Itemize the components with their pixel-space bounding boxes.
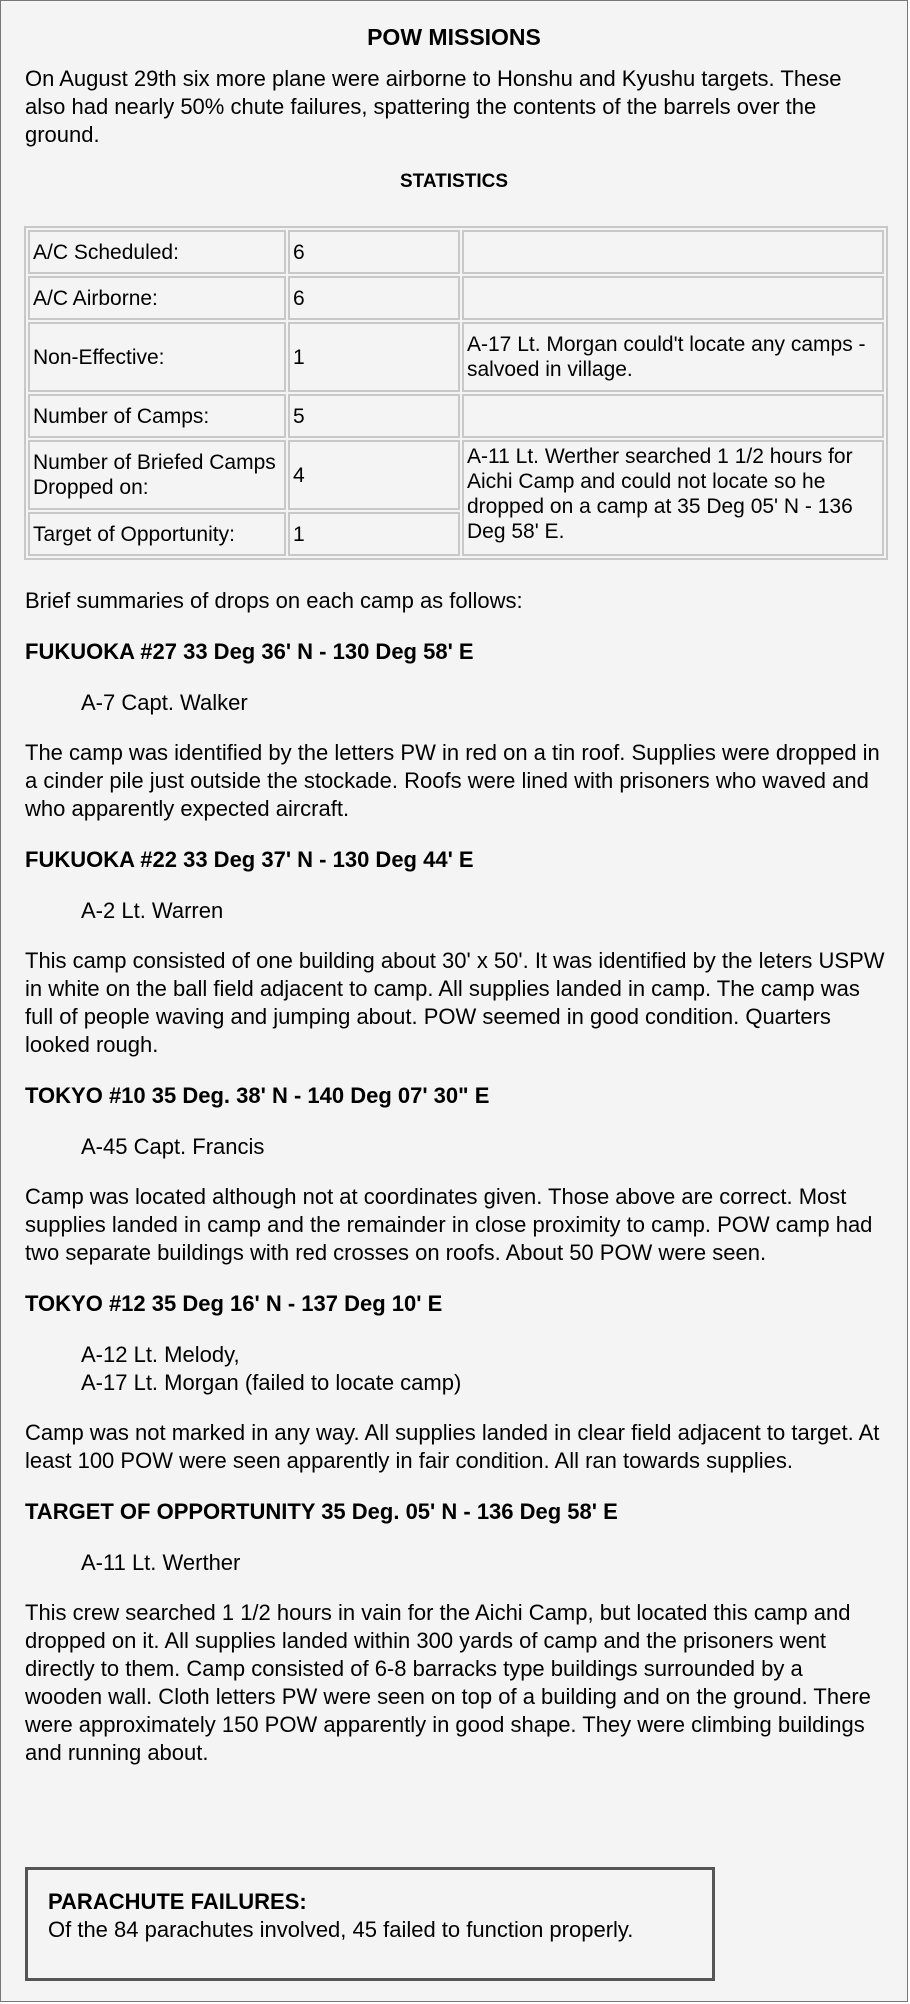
stat-note: A-17 Lt. Morgan could't locate any camps - salvoed in village. bbox=[462, 322, 884, 392]
crew-line: A-17 Lt. Morgan (failed to locate camp) bbox=[81, 1370, 462, 1395]
camp-heading: TOKYO #10 35 Deg. 38' N - 140 Deg 07' 30" E bbox=[25, 1083, 490, 1108]
camp-heading: FUKUOKA #22 33 Deg 37' N - 130 Deg 44' E bbox=[25, 847, 474, 872]
stat-value: 5 bbox=[288, 394, 460, 438]
stat-label: Number of Camps: bbox=[28, 394, 286, 438]
parachute-failures-heading: PARACHUTE FAILURES: bbox=[48, 1889, 307, 1914]
statistics-table bbox=[24, 226, 888, 560]
statistics-heading: STATISTICS bbox=[399, 171, 509, 192]
table-row bbox=[28, 440, 884, 510]
parachute-failures-text: Of the 84 parachutes involved, 45 failed to function properly. bbox=[48, 1917, 634, 1942]
stat-value: 6 bbox=[288, 276, 460, 320]
stat-value: 1 bbox=[288, 322, 460, 392]
camp-description: Camp was not marked in any way. All supplies landed in clear field adjacent to target. At least 100 POW were seen apparently in fair condition. All ran towards supplies. bbox=[25, 1420, 880, 1473]
summary-intro: Brief summaries of drops on each camp as follows: bbox=[25, 588, 523, 613]
camp-heading: TARGET OF OPPORTUNITY 35 Deg. 05' N - 136 Deg 58' E bbox=[25, 1499, 618, 1524]
crew-line: A-11 Lt. Werther bbox=[81, 1550, 241, 1575]
table-row bbox=[28, 276, 884, 320]
stat-label: A/C Scheduled: bbox=[28, 230, 286, 274]
camp-description: Camp was located although not at coordinates given. Those above are correct. Most supplies landed in camp and the remainder in close proximity to camp. POW camp had two separate buildings with red crosses on roofs. About 50 POW were seen. bbox=[25, 1184, 873, 1265]
stat-note bbox=[462, 230, 884, 274]
parachute-failures-box bbox=[25, 1867, 715, 1981]
camp-heading: FUKUOKA #27 33 Deg 36' N - 130 Deg 58' E bbox=[25, 639, 474, 664]
stat-label: Target of Opportunity: bbox=[28, 512, 286, 556]
page-title: POW MISSIONS bbox=[367, 24, 541, 50]
stat-note: A-11 Lt. Werther searched 1 1/2 hours for Aichi Camp and could not locate so he dropped on a camp at 35 Deg 05' N - 136 Deg 58' E. bbox=[462, 440, 884, 556]
crew-line: A-12 Lt. Melody, bbox=[81, 1342, 240, 1367]
stat-value: 1 bbox=[288, 512, 460, 556]
table-row bbox=[28, 394, 884, 438]
intro-paragraph: On August 29th six more plane were airborne to Honshu and Kyushu targets. These also had nearly 50% chute failures, spattering the contents of the barrels over the ground. bbox=[25, 66, 842, 147]
crew-line: A-45 Capt. Francis bbox=[81, 1134, 265, 1159]
camp-description: This crew searched 1 1/2 hours in vain for the Aichi Camp, but located this camp and dropped on it. All supplies landed within 300 yards of camp and the prisoners went directly to them. Camp consisted of 6-8 barracks type buildings surrounded by a wooden wall. Cloth letters PW were seen on top of a building and on the ground. There were approximately 150 POW apparently in good shape. They were climbing buildings and running about. bbox=[25, 1600, 871, 1765]
camp-description: The camp was identified by the letters PW in red on a tin roof. Supplies were dropped in a cinder pile just outside the stockade. Roofs were lined with prisoners who waved and who apparently expected aircraft. bbox=[25, 740, 880, 821]
stat-value: 4 bbox=[288, 440, 460, 510]
stat-label: Number of Briefed Camps Dropped on: bbox=[28, 440, 286, 510]
stat-label: Non-Effective: bbox=[28, 322, 286, 392]
crew-line: A-2 Lt. Warren bbox=[81, 898, 224, 923]
stat-note bbox=[462, 276, 884, 320]
table-row bbox=[28, 322, 884, 392]
camp-summaries bbox=[1, 587, 909, 1767]
stat-label: A/C Airborne: bbox=[28, 276, 286, 320]
crew-line: A-7 Capt. Walker bbox=[81, 690, 248, 715]
camp-description: This camp consisted of one building about 30' x 50'. It was identified by the leters USPW in white on the ball field adjacent to camp. All supplies landed in camp. The camp was full of people waving and jumping about. POW seemed in good condition. Quarters looked rough. bbox=[25, 948, 885, 1057]
table-row bbox=[28, 230, 884, 274]
stat-note bbox=[462, 394, 884, 438]
stat-value: 6 bbox=[288, 230, 460, 274]
camp-heading: TOKYO #12 35 Deg 16' N - 137 Deg 10' E bbox=[25, 1291, 443, 1316]
